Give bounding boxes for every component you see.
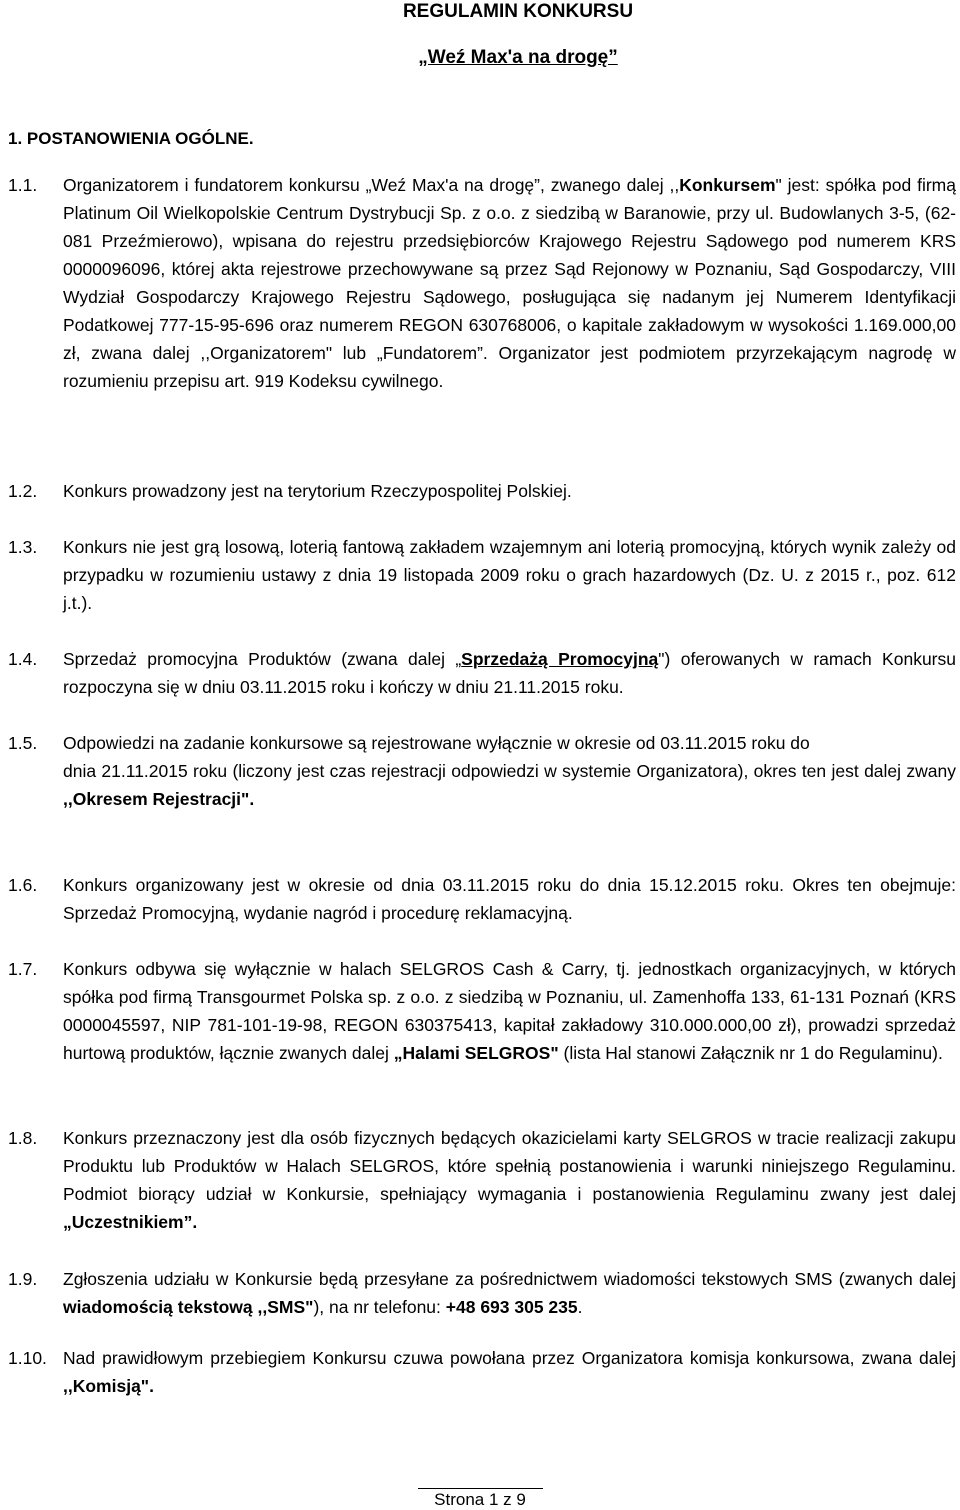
paragraph-text: Konkurs organizowany jest w okresie od dnia 03.11.2015 roku do dnia 15.12.2015 roku. Okres ten obejmuje: Sprzedaż Promocyjną, wydanie nagród i procedurę reklamacyjną. [63, 875, 956, 923]
paragraph-text: Sprzedaż promocyjna Produktów (zwana dalej „Sprzedażą Promocyjną") oferowanych w ramach Konkursu rozpoczyna się w dniu 03.11.2015 roku i kończy w dniu 21.11.2015 roku. [63, 649, 956, 697]
paragraph-number: 1.10. [8, 1348, 47, 1368]
paragraph-number: 1.1. [8, 175, 38, 195]
paragraph-number: 1.7. [8, 959, 38, 979]
paragraph-text: Konkurs przeznaczony jest dla osób fizycznych będących okazicielami karty SELGROS w tracie realizacji zakupu Produktu lub Produktów w Halach SELGROS, które spełnią postanowienia i warunki niniejszego Regulaminu. Podmiot biorący udział w Konkursie, spełniający wymagania i postanowienia Regulaminu zwany jest dalej „Uczestnikiem”. [63, 1128, 956, 1232]
paragraph-number: 1.5. [8, 733, 38, 753]
section-heading: 1. POSTANOWIENIA OGÓLNE. [8, 129, 254, 148]
paragraph-text: Konkurs odbywa się wyłącznie w halach SELGROS Cash & Carry, tj. jednostkach organizacyjnych, w których spółka pod firmą Transgourmet Polska sp. z o.o. z siedzibą w Poznaniu, ul. Zamenhoffa 133, 61-131 Poznań (KRS 0000045597, NIP 781-101-19-98, REGON 630375413, kapitał zakładowy 310.000.000,00 zł), prowadzi sprzedaż hurtową produktów, łącznie zwanych dalej „Halami SELGROS" (lista Hal stanowi Załącznik nr 1 do Regulaminu). [63, 959, 956, 1063]
paragraph-number: 1.3. [8, 537, 38, 557]
page-number: Strona 1 z 9 [434, 1490, 526, 1509]
paragraph-text: Odpowiedzi na zadanie konkursowe są rejestrowane wyłącznie w okresie od 03.11.2015 roku do dnia 21.11.2015 roku (liczony jest czas rejestracji odpowiedzi w systemie Organizatora), okres ten jest dalej zwany ,,Okresem Rejestracji". [63, 733, 956, 809]
paragraph-text: Konkurs nie jest grą losową, loterią fantową zakładem wzajemnym ani loterią promocyjną, których wynik zależy od przypadku w rozumieniu ustawy z dnia 19 listopada 2009 roku o grach hazardowych (Dz. U. z 2015 r., poz. 612 j.t.). [63, 537, 956, 613]
paragraph-number: 1.8. [8, 1128, 38, 1148]
paragraph-text: Zgłoszenia udziału w Konkursie będą przesyłane za pośrednictwem wiadomości tekstowych SMS (zwanych dalej wiadomością tekstową ,,SMS"), na nr telefonu: +48 693 305 235. [63, 1269, 956, 1317]
paragraph-number: 1.6. [8, 875, 38, 895]
paragraph-number: 1.4. [8, 649, 38, 669]
footer-rule [418, 1488, 543, 1489]
paragraph-text: Organizatorem i fundatorem konkursu „Weź Max'a na drogę”, zwanego dalej ,,Konkursem" jest: spółka pod firmą Platinum Oil Wielkopolskie Centrum Dystrybucji Sp. z o.o. z siedzibą w Baranowie, przy ul. Budowlanych 3-5, (62-081 Przeźmierowo), wpisana do rejestru przedsiębiorców Krajowego Rejestru Sądowego pod numerem KRS 0000096096, której akta rejestrowe przechowywane są przez Sąd Rejonowy w Poznaniu, Sąd Gospodarczy, VIII Wydział Gospodarczy Krajowego Rejestru Sądowego, posługująca się nadanym jej Numerem Identyfikacji Podatkowej 777-15-95-696 oraz numerem REGON 630768006, o kapitale zakładowym w wysokości 1.169.000,00 zł, zwana dalej ,,Organizatorem" lub „Fundatorem”. Organizator jest podmiotem przyrzekającym nagrodę w rozumieniu przepisu art. 919 Kodeksu cywilnego. [63, 175, 956, 391]
paragraph-text: Konkurs prowadzony jest na terytorium Rzeczypospolitej Polskiej. [63, 481, 572, 501]
paragraph-number: 1.2. [8, 481, 38, 501]
paragraph-number: 1.9. [8, 1269, 38, 1289]
document-title: REGULAMIN KONKURSU [402, 1, 634, 22]
contest-name: „Weź Max'a na drogę” [418, 47, 618, 68]
paragraph-text: Nad prawidłowym przebiegiem Konkursu czuwa powołana przez Organizatora komisja konkursowa, zwana dalej ,,Komisją". [63, 1348, 956, 1396]
